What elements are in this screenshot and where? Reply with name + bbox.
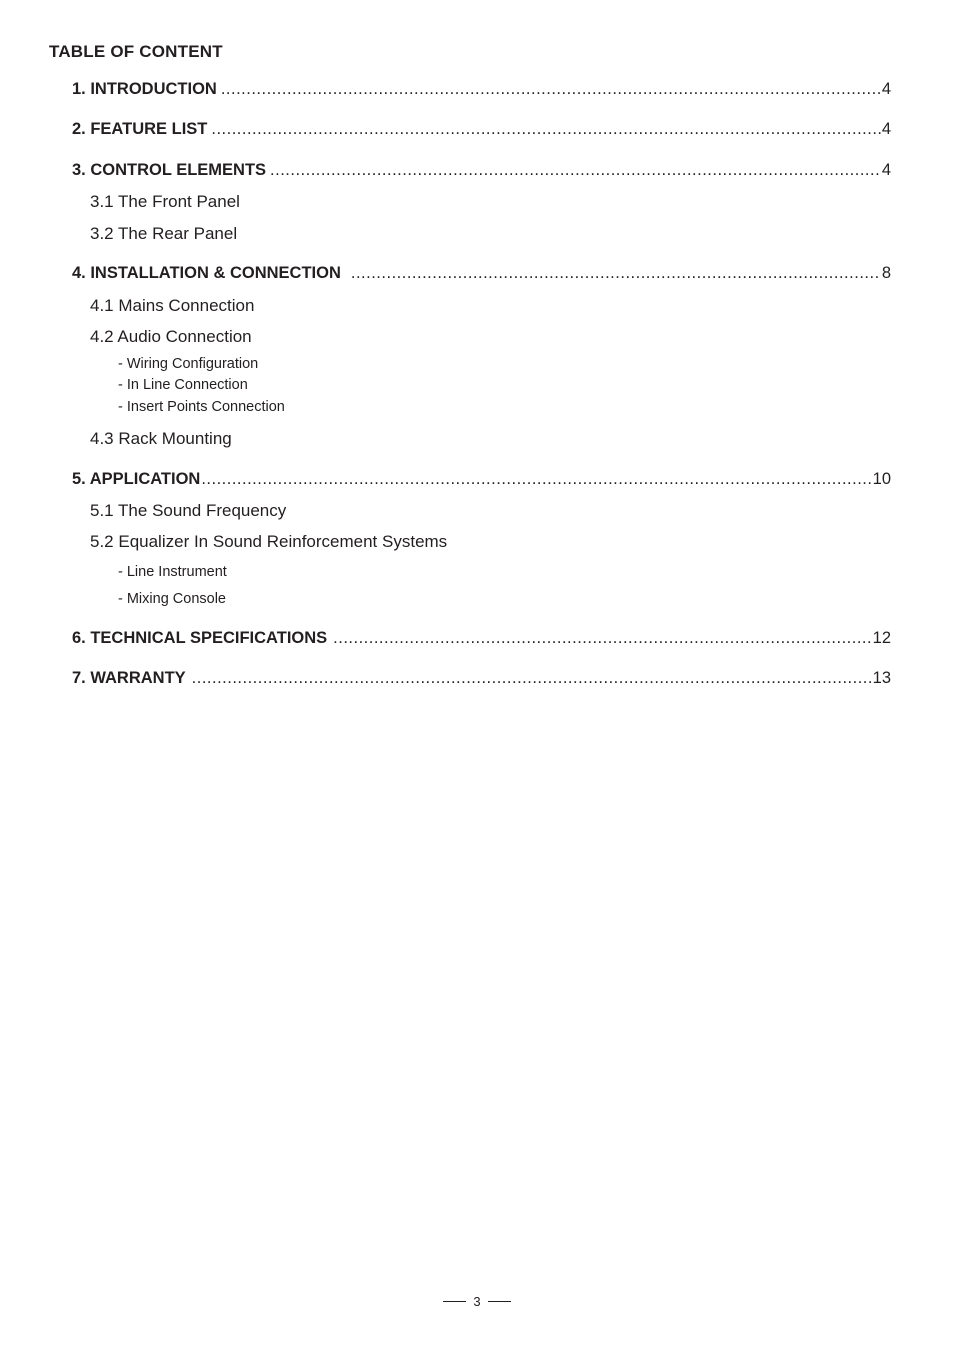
toc-entry-feature-list[interactable] — [72, 120, 891, 139]
toc-entry-introduction[interactable] — [72, 80, 891, 99]
toc-entry-label: 1. INTRODUCTION — [72, 80, 217, 98]
toc-entry-warranty[interactable] — [72, 669, 891, 688]
page-number: 3 — [473, 1294, 481, 1309]
dot-leader — [192, 669, 872, 688]
dot-leader — [333, 629, 871, 648]
toc-item-line-instrument[interactable]: - Line Instrument — [118, 564, 227, 580]
toc-subentry-mains-connection[interactable]: 4.1 Mains Connection — [90, 296, 255, 315]
toc-subentry-equalizer-systems[interactable]: 5.2 Equalizer In Sound Reinforcement Systems — [90, 532, 448, 551]
toc-item-mixing-console[interactable]: - Mixing Console — [118, 591, 226, 607]
footer-dash-left — [443, 1301, 466, 1302]
toc-item-in-line-connection[interactable]: - In Line Connection — [118, 377, 248, 393]
dot-leader — [201, 470, 871, 489]
toc-entry-page: 10 — [872, 470, 891, 488]
toc-entry-page: 4 — [881, 161, 891, 179]
toc-item-insert-points-connection[interactable]: - Insert Points Connection — [118, 399, 285, 415]
toc-entry-label: 7. WARRANTY — [72, 669, 186, 687]
toc-entry-label: 4. INSTALLATION & CONNECTION — [72, 264, 341, 282]
toc-entry-page: 12 — [872, 629, 891, 647]
toc-entry-page: 4 — [881, 120, 891, 138]
toc-entry-label: 6. TECHNICAL SPECIFICATIONS — [72, 629, 328, 647]
toc-subentry-rack-mounting[interactable]: 4.3 Rack Mounting — [90, 429, 232, 448]
toc-entry-installation-connection[interactable] — [72, 264, 891, 283]
toc-entry-page: 4 — [881, 80, 891, 98]
toc-entry-page: 13 — [872, 669, 891, 687]
toc-entry-application[interactable] — [72, 470, 891, 489]
toc-entry-label: 5. APPLICATION — [72, 470, 201, 488]
footer-dash-right — [488, 1301, 511, 1302]
toc-entry-page: 8 — [881, 264, 891, 282]
dot-leader — [270, 161, 881, 180]
toc-entry-label: 3. CONTROL ELEMENTS — [72, 161, 267, 179]
page-footer — [0, 1294, 954, 1309]
toc-subentry-rear-panel[interactable]: 3.2 The Rear Panel — [90, 224, 238, 243]
dot-leader — [211, 120, 880, 139]
toc-title: TABLE OF CONTENT — [49, 42, 223, 61]
toc-subentry-front-panel[interactable]: 3.1 The Front Panel — [90, 192, 240, 211]
toc-entry-technical-specifications[interactable] — [72, 629, 891, 648]
toc-entry-control-elements[interactable] — [72, 161, 891, 180]
toc-item-wiring-configuration[interactable]: - Wiring Configuration — [118, 356, 259, 372]
toc-entry-label: 2. FEATURE LIST — [72, 120, 208, 138]
toc-subentry-sound-frequency[interactable]: 5.1 The Sound Frequency — [90, 501, 287, 520]
dot-leader — [221, 80, 881, 99]
dot-leader — [351, 264, 881, 283]
toc-subentry-audio-connection[interactable]: 4.2 Audio Connection — [90, 327, 252, 346]
